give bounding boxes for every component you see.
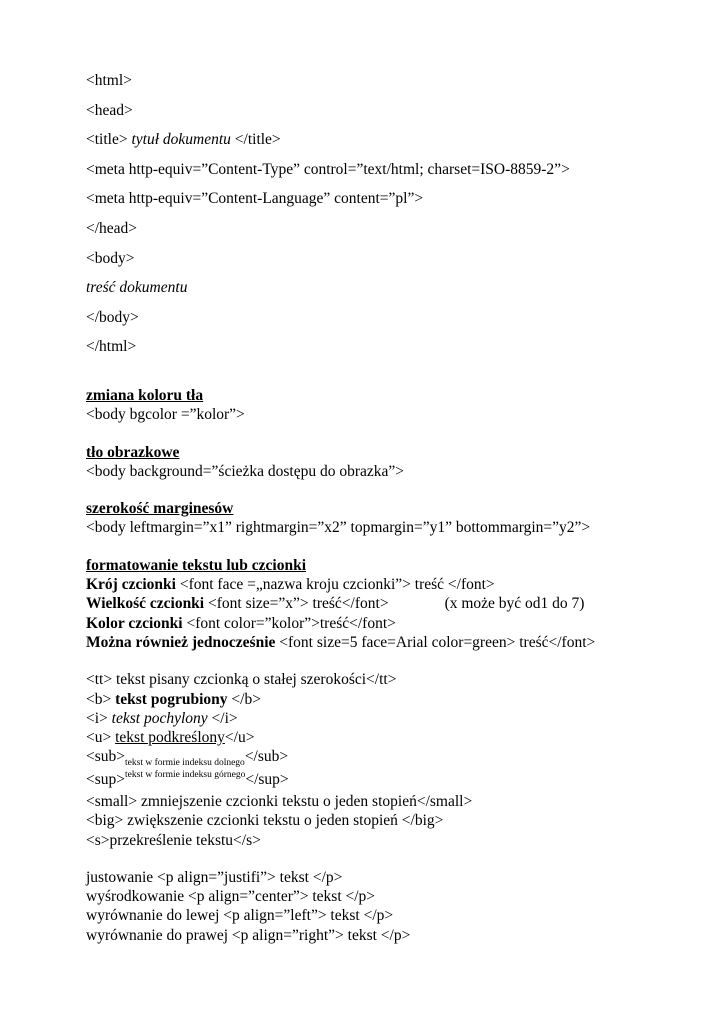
code-line: </head> <box>86 219 138 237</box>
align-right-line: wyrównanie do prawej <p align=”right”> tekst </p> <box>86 926 411 944</box>
subscript-line: $<sub>_{tekst w formie indeksu dolnego}</sub>$ <box>86 748 289 769</box>
superscript-line: <sup>$^{tekst w formie indeksu górnego}$</sup> <box>86 769 289 788</box>
size-note: (x może być od1 do 7) <box>444 595 585 613</box>
code-line: </html> <box>86 338 137 356</box>
document-page <box>86 66 706 945</box>
section-heading-margins: szerokość marginesów <box>86 500 234 518</box>
align-justify-line: justowanie <p align=”justifi”> tekst </p> <box>86 868 343 886</box>
big-line: <big> zwiększenie czcionki tekstu o jeden stopień </big> <box>86 812 444 830</box>
section-heading-font: formatowanie tekstu lub czcionki <box>86 556 307 574</box>
tt-line: <tt> tekst pisany czcionką o stałej szerokości</tt> <box>86 671 397 689</box>
code-line: <body background=”ścieżka dostępu do obrazka”> <box>86 462 405 480</box>
title-placeholder: tytuł dokumentu <box>131 131 231 149</box>
bold-line: <b> tekst pogrubiony </b> <box>86 690 261 708</box>
font-combined-line: Można również jednocześnie <font size=5 face=Arial color=green> treść</font> <box>86 633 596 651</box>
code-line: </body> <box>86 308 139 326</box>
code-line: <body leftmargin=”x1” rightmargin=”x2” topmargin=”y1” bottommargin=”y2”> <box>86 519 591 537</box>
content-placeholder: treść dokumentu <box>86 279 188 297</box>
code-line: <meta http-equiv=”Content-Type” control=”text/html; charset=ISO-8859-2”> <box>86 160 570 178</box>
code-line: <body bgcolor =”kolor”> <box>86 406 245 424</box>
code-line: <body> <box>86 249 135 267</box>
underline-line: <u> tekst podkreślony</u> <box>86 729 255 747</box>
align-center-line: wyśrodkowanie <p align=”center”> tekst </p> <box>86 888 376 906</box>
align-left-line: wyrównanie do lewej <p align=”left”> tekst </p> <box>86 907 394 925</box>
section-heading-bgcolor: zmiana koloru tła <box>86 386 204 404</box>
italic-line: <i> tekst pochylony </i> <box>86 709 238 727</box>
code-line: <title> tytuł dokumentu </title> <box>86 131 281 149</box>
strike-line: <s>przekreślenie tekstu</s> <box>86 831 261 849</box>
font-face-line: Krój czcionki <font face =„nazwa kroju czcionki”> treść </font> <box>86 576 495 594</box>
code-line: <meta http-equiv=”Content-Language” content=”pl”> <box>86 190 424 208</box>
code-line: <html> <box>86 72 132 89</box>
font-color-line: Kolor czcionki <font color=”kolor”>treść</font> <box>86 614 396 632</box>
code-line: <head> <box>86 101 133 119</box>
section-heading-background: tło obrazkowe <box>86 443 180 461</box>
font-size-line: Wielkość czcionki <font size=”x”> treść</font> (x może być od1 do 7) <box>86 595 585 613</box>
small-line: <small> zmniejszenie czcionki tekstu o jeden stopień</small> <box>86 792 473 810</box>
